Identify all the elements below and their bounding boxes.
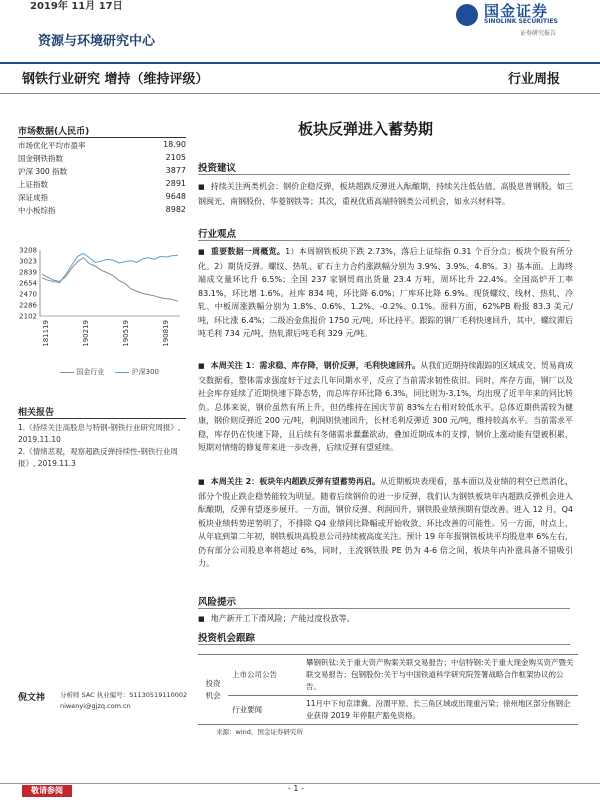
report-type: 行业周报 [508, 72, 561, 87]
report-title: 板块反弹进入蓄势期 [298, 120, 434, 138]
related-reports-title: 相关报告 [18, 408, 55, 418]
bullet-icon: ■ [198, 478, 205, 486]
y-tick-label: 2839 [19, 268, 37, 277]
analyst-name: 倪文祎 [18, 693, 46, 703]
header-rule [0, 62, 600, 64]
footer-logo: 敬请参阅 [22, 785, 72, 797]
bullet-icon: ■ [198, 183, 205, 191]
advice-paragraph: ■ 持续关注两类机会：钢价企稳反弹，板块超跌反弹进入酝酿期，持续关注低估值、高股息普钢股，如三钢闽光、南钢股份、华菱钢铁等；其次，重视优质高端特钢类公司机会，如永兴材料等。 [198, 182, 573, 206]
related-report-item[interactable]: 1.《持续关注高股息与特钢-钢铁行业研究周报》, 2019.11.10 [18, 423, 181, 444]
y-tick-label: 2654 [19, 279, 37, 288]
market-data-rule [18, 137, 186, 138]
table-cat: 上市公司公告 [228, 655, 302, 696]
y-tick-label: 2470 [19, 290, 37, 299]
x-tick-label: 190219 [82, 320, 90, 347]
legend-swatch-industry [60, 372, 74, 373]
table-text: 攀钢钒钛:关于重大资产购案关联交易报告；中信特钢:关于重大现金购买资产暨关联交易报告；包钢股份:关于与中国铁道科学研究院签署战略合作框架协议的公告。 [302, 655, 578, 696]
section-rule [198, 644, 570, 645]
table-source: 来源：wind、国金证券研究所 [216, 728, 303, 736]
view-paragraph-2: ■ 本周关注 1：需求稳、库存降，钢价反弹，毛利快速回升。从我们近期持续跟踪的区域成交、贸易商成交数据看，整体需求强度好于过去几年同期水平，反应了当前需求韧性依旧。同时，库存方面，钢厂以及社会库存延续了近期快速下降态势，而总库存环比降 6.3%，同比则为-3.1%，均出现了近半年来的同比转负。总体来说，钢价虽然有所上升，但仍维持在国庆节前 83%左右相对较低水平。总体近期供需较为健康，钢价则反弹近 200 元/吨，利润则快速回升，长材毛利反弹近 300 元/吨，维持较高水平。当前需求平稳，库存仍在快速下降，且后续有冬储需求蠢蠢欲动，叠加近期成本的支撑，钢价上涨动能有望被积累，短期对情绪的修复带来进一步改善，后续反弹有望延续。 [198, 361, 574, 452]
y-tick-label: 2286 [19, 301, 37, 310]
risk-paragraph: ■ 地产新开工下滑风险；产能过度投放等。 [198, 614, 355, 623]
x-tick-label: 181119 [42, 320, 50, 347]
table-label: 投资机会 [198, 655, 228, 725]
table-row [198, 655, 578, 696]
analyst-info [60, 690, 187, 712]
view-paragraph-1: ■ 重要数据一周概览。1）本周钢铁板块下跌 2.73%，落后上证综指 0.31 个百分点；板块个股有所分化。2）期货反弹。螺纹、热轧、矿石主力合约涨跌幅分别为 3.9%、3.9%、4.8%。3）基本面。上海终端成交量环比升 6.5%；全国 237 家钢贸商出货量 23.4 万吨，周环比升 22.4%。全国高炉开工率 83.1%，环比增 1.6%。社库 834 吨，环比降 6.0%；厂库环比降 6.9%。现货螺纹、线材、热轧、冷轧、中板周涨跌幅分别为 1.8%、0.6%、1.2%、-0.2%、0.1%。原料方面，62%PB 粉报 83.3 美元/吨，环比涨 6.4%；二级冶金焦报价 1750 元/吨，环比持平。跟踪的钢厂毛利快速回升，其中，螺纹滞后吨毛利 734 元/吨，热轧滞后吨毛利 329 元/吨。 [198, 247, 573, 338]
legend-swatch-hs300 [115, 372, 129, 373]
opportunity-table [198, 654, 578, 725]
logo-en: SINOLINK SECURITIES [484, 18, 558, 25]
chart-legend: 国金行业 沪深300 [60, 367, 159, 377]
market-row: 上证指数 2891 [18, 179, 186, 189]
section-rule [198, 608, 570, 609]
logo-name: 国金证券 [484, 2, 549, 20]
bullet-icon: ■ [198, 615, 205, 623]
series-line-1 [42, 254, 178, 283]
y-tick-label: 3208 [19, 246, 37, 255]
market-row: 市场优化平均市盈率 18.90 [18, 140, 186, 150]
bullet-icon: ■ [198, 362, 205, 370]
market-data-title: 市场数据(人民币) [18, 127, 90, 137]
section-risk: 风险提示 [198, 597, 237, 608]
market-row: 深证成指 9648 [18, 192, 186, 202]
section-opportunity: 投资机会跟踪 [198, 633, 256, 644]
index-line-chart [10, 244, 185, 354]
related-rule [18, 418, 186, 419]
analyst-email: niwenyi@gjzq.com.cn [60, 702, 131, 710]
header-rule-2 [0, 93, 600, 94]
y-tick-label: 2102 [19, 312, 37, 321]
view-paragraph-3: ■ 本周关注 2：板块年内超跌反弹有望蓄势再启。从近期板块表现看，基本面以及业绩的利空已然消化，部分个股止跌企稳势能较为明显。随着后续钢价的进一步反弹，我们认为钢铁板块年内超跌反弹机会进入酝酿期，反弹有望逐步展开。一方面，钢价反弹、利润回升，钢铁股业绩预期有望改善。进入 12 月，Q4 板块业绩转势逆势明了，不排除 Q4 业绩同比降幅或开始收敛、环比改善的可能性。另一方面，时点上，从年底到第二年初，钢铁板块高股息公司持续被高度关注。预计 19 年年报钢铁板块平均股息率 6%左右，仍有部分公司股息率将超过 6%，同时，主流钢铁股 PE 仍为 4-6 倍之间，板块年内补涨具备不错吸引力。 [198, 477, 574, 568]
bullet-icon: ■ [198, 248, 205, 256]
research-center: 资源与环境研究中心 [38, 34, 156, 49]
section-rule [198, 240, 570, 241]
table-text: 11月中下旬京津冀、汾渭平原、长三角区域或出现重污染；徐州地区部分焦钢企业获得 2019 年停限产豁免资格。 [302, 696, 578, 725]
report-date: 2019年 11月 17日 [30, 1, 123, 12]
market-row: 国金钢铁指数 2105 [18, 153, 186, 163]
industry-rating: 钢铁行业研究 增持（维持评级） [22, 72, 209, 87]
section-rule [198, 174, 570, 175]
analyst-cert: 分析师 SAC 执业编号：S1130519110002 [60, 691, 188, 699]
logo-sub: 证券研究报告 [520, 30, 557, 37]
table-row [198, 696, 578, 725]
page-number: - 1 - [288, 784, 304, 793]
market-row: 沪深 300 指数 3877 [18, 166, 186, 176]
x-tick-label: 190819 [162, 320, 170, 347]
related-report-item[interactable]: 2.《情绪悲观，观察超跌反弹持续性-钢铁行业周报》, 2019.11.3 [18, 447, 178, 468]
x-tick-label: 190519 [122, 320, 130, 347]
section-investment-advice: 投资建议 [198, 163, 237, 174]
market-row: 中小板综指 8982 [18, 205, 186, 215]
y-tick-label: 3023 [19, 257, 37, 266]
sinolink-logo-icon [456, 4, 478, 26]
section-industry-view: 行业观点 [198, 229, 237, 240]
table-cat: 行业要闻 [228, 696, 302, 725]
